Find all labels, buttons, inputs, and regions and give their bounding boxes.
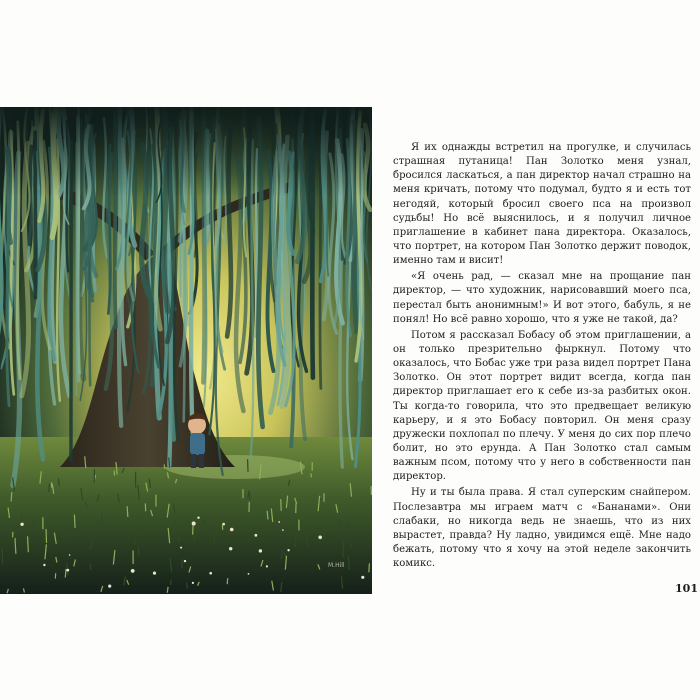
paragraph: «Я очень рад, — сказал мне на прощание пан директор, — что художник, нарисовавший моего пса, перестал быть анонимным!» И вот этого, бабуль, я не понял! Но всё равно хорошо, что я уже не такой, да?	[393, 271, 691, 325]
story-text-column	[393, 141, 691, 573]
illustration-canvas	[0, 107, 372, 594]
grass-blade	[270, 513, 271, 520]
boy-leg-left	[191, 454, 196, 468]
grass-blade	[28, 536, 29, 552]
wildflower	[282, 529, 284, 531]
grass-blade	[90, 564, 91, 570]
grass-blade	[114, 471, 115, 476]
grass-blade	[167, 587, 168, 593]
wildflower	[197, 517, 199, 519]
wildflower	[209, 572, 212, 575]
grass-blade	[127, 506, 128, 517]
grass-blade	[281, 550, 282, 559]
wildflower	[184, 560, 186, 562]
grass-blade	[72, 532, 73, 537]
grass-blade	[340, 518, 341, 531]
willow-tree-illustration	[0, 107, 372, 594]
wildflower	[20, 523, 23, 526]
paragraph: Я их однажды встретил на прогулке, и случилась страшная путаница! Пан Золотко меня узнал, бросился ласкаться, а пан директор начал страшно на меня кричать, потому что подумал, будто я и есть тот негодяй, который бросил своего пса на произвол судьбы! Но всё выяснилось, и я получил личное приглашение в кабинет пана директора. Оказалось, что портрет, на котором Пан Золотко держит поводок, именно там и висит!	[393, 142, 691, 267]
wildflower	[108, 585, 111, 588]
wildflower	[255, 534, 258, 537]
grass-blade	[369, 563, 370, 572]
grass-blade	[311, 473, 312, 477]
grass-blade	[138, 546, 139, 555]
wildflower	[69, 554, 71, 556]
wildflower	[222, 523, 225, 526]
grass-blade	[248, 492, 249, 498]
grass-blade	[65, 569, 66, 577]
canopy-shadow	[0, 107, 372, 197]
paragraph: Ну и ты была права. Я стал суперским снайпером. Послезавтра мы играем матч с «Бананами». Они слабаки, но никогда ведь не знаешь, что из них вырастет, правда? Ну ладно, увидимся ещё. Мне надо бежать, потому что я хочу на этой неделе закончить комикс.	[393, 487, 691, 570]
page-number: 101	[675, 582, 698, 595]
wildflower	[192, 582, 194, 584]
wildflower	[318, 536, 322, 540]
wildflower	[259, 549, 262, 552]
grass-blade	[102, 514, 103, 524]
grass-blade	[74, 514, 75, 527]
wildflower	[278, 521, 280, 523]
wildflower	[192, 522, 196, 526]
paragraph: Потом я рассказал Бобасу об этом приглашении, а он только презрительно фыркнул. Потому что оказалось, что Бобас уже три раза видел портрет Пана Золотко. Он этот портрет видит всегда, когда пан директор приглашает его к себе из-за разбитых окон. Ты когда-то говорила, что это предвещает великую карьеру, и я это Бобасу повторил. Он меня сразу дружески похлопал по плечу. У меня до сих пор плечо болит, но это ерунда. А Пан Золотко стал самым важным псом, потому что у него в собственности пан директор.	[393, 329, 691, 483]
boy-shirt	[190, 433, 205, 455]
grass-blade	[11, 492, 12, 501]
wildflower	[180, 547, 182, 549]
wildflower	[153, 572, 156, 575]
boy-leg-right	[199, 454, 204, 468]
wildflower	[43, 564, 45, 566]
wildflower	[248, 573, 250, 575]
wildflower	[66, 569, 69, 572]
grass-blade	[169, 458, 170, 468]
wildflower	[230, 528, 234, 532]
wildflower	[131, 569, 135, 573]
wildflower	[266, 565, 268, 567]
wildflower	[287, 549, 289, 551]
grass-blade	[15, 538, 16, 554]
grass-blade	[187, 583, 188, 589]
wildflower	[229, 547, 232, 550]
artist-signature: M.Hill	[328, 562, 345, 569]
wildflower	[361, 576, 364, 579]
grass-blade	[134, 540, 135, 545]
